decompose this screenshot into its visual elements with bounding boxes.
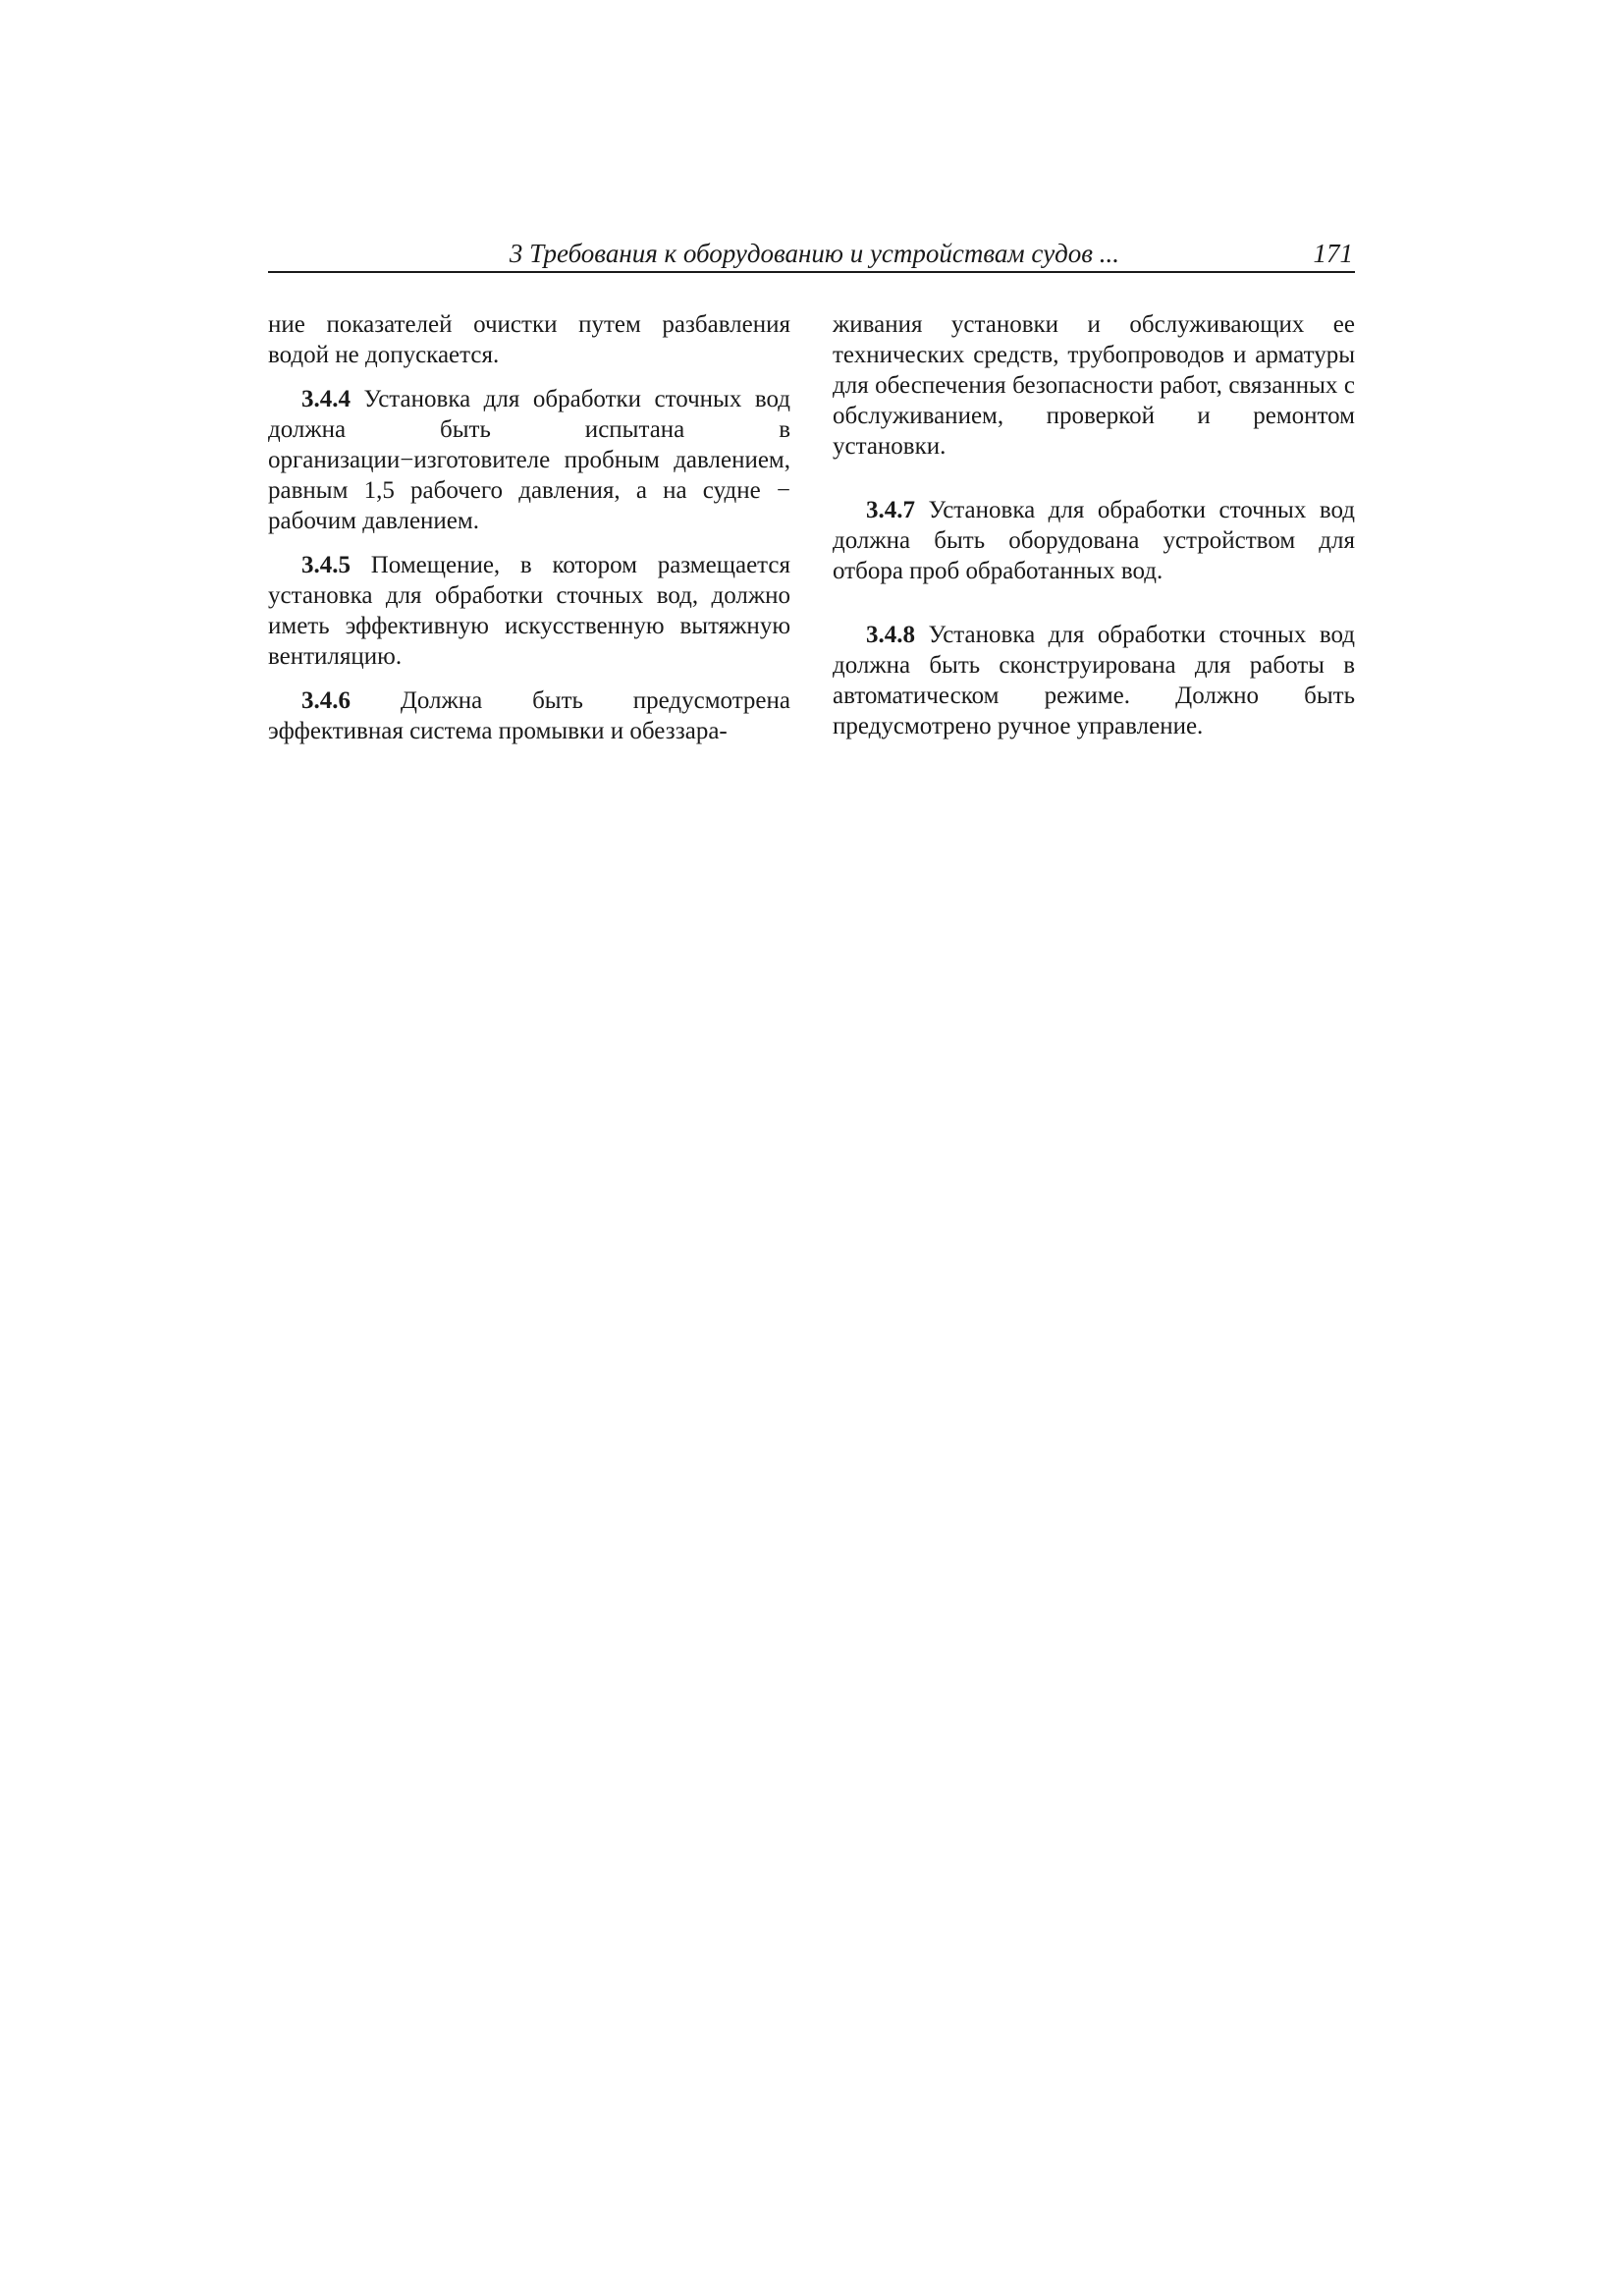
paragraph-continuation: ние показателей очистки путем разбавления водой не допускается. (268, 311, 790, 368)
left-column (268, 309, 790, 746)
running-header (268, 236, 1355, 273)
clause-text: Установка для обработки сточных вод должна быть сконструирована для работы в автоматическом режиме. Должно быть предусмотрено ручное управление. (833, 622, 1355, 739)
clause-text: Должна быть предусмотрена эффективная система промывки и обеззара- (268, 687, 790, 744)
paragraph-3-4-7 (833, 495, 1355, 586)
right-column (833, 309, 1355, 741)
clause-text: Установка для обработки сточных вод должна быть испытана в организации−изготовителе пробным давлением, равным 1,5 рабочего давления, а на судне − рабочим давлением. (268, 386, 790, 534)
clause-number: 3.4.7 (866, 497, 915, 523)
clause-number: 3.4.6 (301, 687, 351, 714)
paragraph-3-4-6 (268, 685, 790, 746)
paragraph-3-4-5 (268, 550, 790, 672)
page-number: 171 (1313, 239, 1353, 268)
paragraph-3-4-8 (833, 620, 1355, 741)
clause-number: 3.4.5 (301, 552, 351, 578)
clause-number: 3.4.8 (866, 622, 915, 648)
clause-text: Установка для обработки сточных вод должна быть оборудована устройством для отбора проб обработанных вод. (833, 497, 1355, 584)
running-title: 3 Требования к оборудованию и устройствам судов ... (509, 239, 1119, 268)
clause-number: 3.4.4 (301, 386, 351, 412)
paragraph-continuation: живания установки и обслуживающих ее технических средств, трубопроводов и арматуры для обеспечения безопасности работ, связанных с обслуживанием, проверкой и ремонтом установки. (833, 311, 1355, 460)
clause-text: Помещение, в котором размещается установка для обработки сточных вод, должно иметь эффективную искусственную вытяжную вентиляцию. (268, 552, 790, 670)
paragraph-3-4-4 (268, 384, 790, 536)
